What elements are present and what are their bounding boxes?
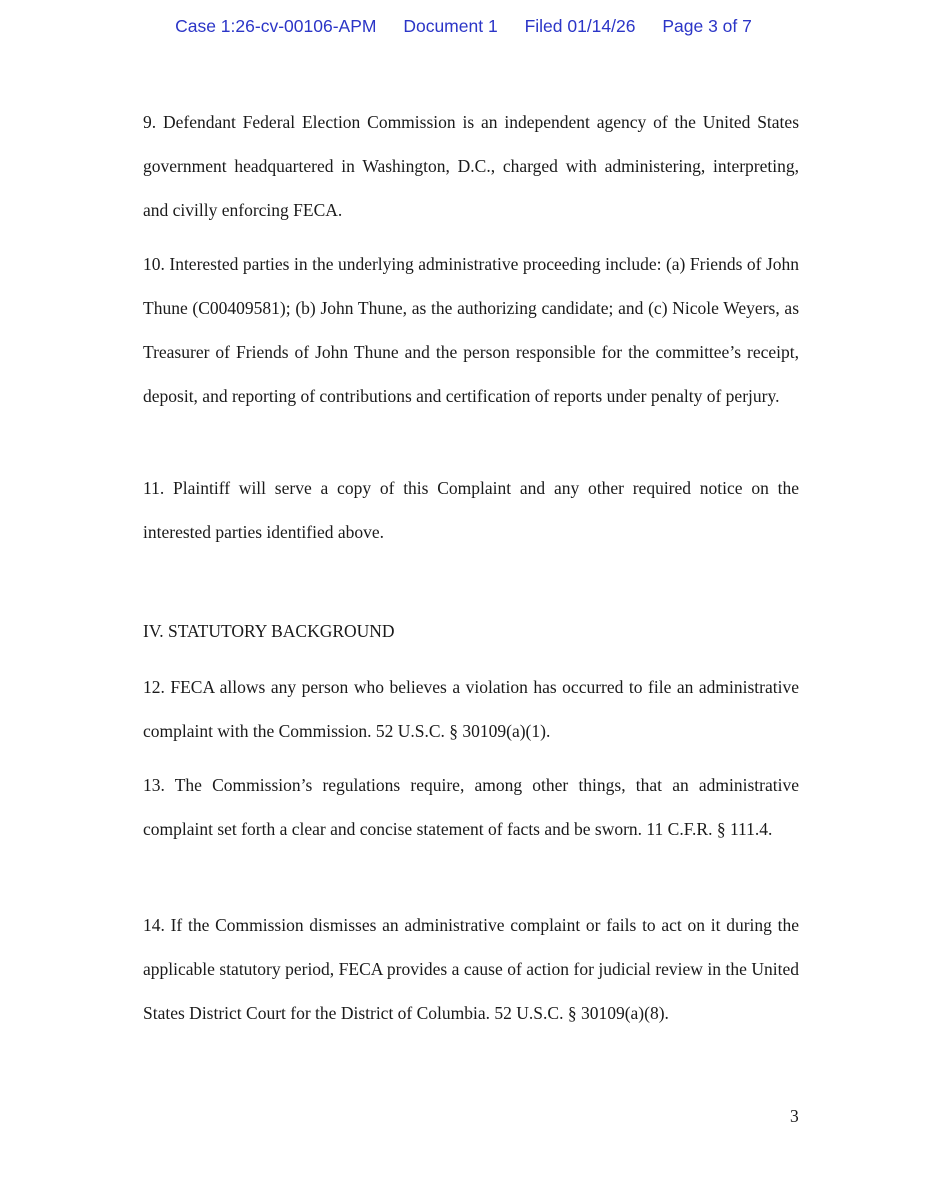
case-number: Case 1:26-cv-00106-APM xyxy=(175,16,377,36)
paragraph-9: 9. Defendant Federal Election Commission is an independent agency of the United States government headquartered in Washington, D.C., charged with administering, interpreting, and civilly enforcing FECA. xyxy=(143,112,799,220)
ecf-filing-header xyxy=(0,16,927,37)
document-number: Document 1 xyxy=(403,16,498,36)
filed-date: Filed 01/14/26 xyxy=(524,16,636,36)
paragraph-12: 12. FECA allows any person who believes a violation has occurred to file an administrative complaint with the Commission. 52 U.S.C. § 30109(a)(1). xyxy=(143,677,799,741)
paragraph-14: 14. If the Commission dismisses an administrative complaint or fails to act on it during the applicable statutory period, FECA provides a cause of action for judicial review in the United States District Court for the District of Columbia. 52 U.S.C. § 30109(a)(8). xyxy=(143,915,799,1023)
page-count: Page 3 of 7 xyxy=(662,16,752,36)
page-number: 3 xyxy=(790,1106,799,1126)
paragraph-10: 10. Interested parties in the underlying administrative proceeding include: (a) Friends of John Thune (C00409581); (b) John Thune, as the authorizing candidate; and (c) Nicole Weyers, as Treasurer of Friends of John Thune and the person responsible for the committee’s receipt, deposit, and reporting of contributions and certification of reports under penalty of perjury. xyxy=(143,254,799,406)
section-heading: IV. STATUTORY BACKGROUND xyxy=(143,621,395,641)
paragraph-13: 13. The Commission’s regulations require, among other things, that an administrative complaint set forth a clear and concise statement of facts and be sworn. 11 C.F.R. § 111.4. xyxy=(143,775,799,839)
paragraph-11: 11. Plaintiff will serve a copy of this Complaint and any other required notice on the interested parties identified above. xyxy=(143,478,799,542)
